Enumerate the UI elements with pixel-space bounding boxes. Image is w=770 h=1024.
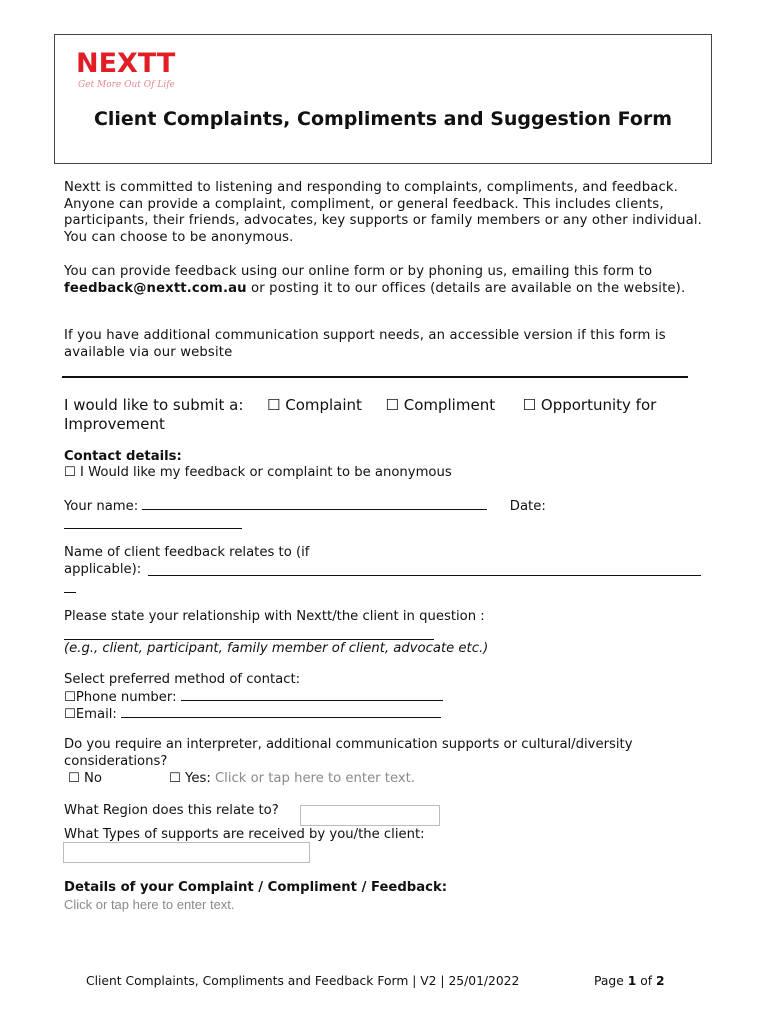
submit-label: I would like to submit a: [64,396,244,414]
email-label: Email: [75,707,117,722]
supports-select[interactable] [63,842,310,863]
interpreter-no-label: No [84,771,102,786]
logo-text: NEXTT [76,48,176,79]
details-field[interactable]: Click or tap here to enter text. [64,897,235,912]
details-heading: Details of your Complaint / Compliment / Feedback: [64,880,447,895]
intro-paragraph-2 [64,264,714,297]
region-label: What Region does this relate to? [64,803,279,818]
form-title: Client Complaints, Compliments and Suggestion Form [93,108,673,130]
date-field[interactable] [64,516,242,529]
page-total: 2 [655,974,665,988]
footer-page-number [594,974,665,988]
page-current: 1 [627,974,637,988]
your-name-row [64,497,714,514]
email-field[interactable] [121,705,441,718]
client-name-field[interactable] [148,563,701,576]
interpreter-yes-option [169,771,415,786]
preferred-contact-label: Select preferred method of contact: [64,672,301,687]
of-label: of [640,974,653,988]
intro-paragraph-1: Nextt is committed to listening and responding to complaints, compliments, and feedback. Anyone can provide a complaint, compliment, or general feedback. This includes clients, participants, their friends, advocates, key supports or family members or any other individual. You can choose to be anonymous. [64,180,703,245]
your-name-label: Your name: [64,499,139,514]
submit-type-row [64,396,714,434]
contact-heading: Contact details: [64,449,182,464]
anonymous-label: I Would like my feedback or complaint to be anonymous [80,465,452,480]
region-select[interactable] [300,805,440,826]
relationship-hint: (e.g., client, participant, family member of client, advocate etc.) [64,641,489,656]
relationship-field[interactable] [64,627,434,640]
compliment-checkbox[interactable]: ☐ [385,396,399,414]
interpreter-yes-field[interactable]: Click or tap here to enter text. [214,771,416,786]
date-label: Date: [509,499,546,514]
opportunity-label: Opportunity for Improvement [64,396,657,433]
interpreter-no-checkbox[interactable]: ☐ [68,771,80,786]
anonymous-checkbox[interactable]: ☐ [64,465,76,480]
interpreter-yes-checkbox[interactable]: ☐ [169,771,181,786]
interpreter-question: Do you require an interpreter, additional communication supports or cultural/diversity considerations? [64,737,633,769]
intro-paragraph-3: If you have additional communication support needs, an accessible version if this form is available via our website [64,328,666,360]
phone-label: Phone number: [75,690,177,705]
page-label: Page [594,974,624,988]
logo-tagline: Get More Out Of Life [78,80,175,90]
compliment-label: Compliment [403,396,496,414]
phone-field[interactable] [181,688,443,701]
nextt-logo [76,44,186,94]
email-row [64,705,441,722]
feedback-email-link[interactable]: feedback@nextt.com.au [64,280,247,296]
client-name-field-cont [64,580,76,593]
opportunity-checkbox[interactable]: ☐ [522,396,537,414]
supports-label: What Types of supports are received by you/the client: [64,827,425,842]
intro-p2-text: You can provide feedback using our online form or by phoning us, emailing this form to [64,264,653,279]
your-name-field[interactable] [142,497,487,510]
phone-checkbox[interactable]: ☐ [64,690,76,705]
anonymous-row [64,465,452,480]
phone-row [64,688,443,705]
complaint-label: Complaint [285,396,362,414]
interpreter-yes-label: Yes: [185,771,211,786]
client-name-label: Name of client feedback relates to (if applicable): [64,545,310,577]
intro-p2-text-after: or posting it to our offices (details are available on the website). [251,280,686,296]
interpreter-no-option [68,771,102,786]
complaint-checkbox[interactable]: ☐ [267,396,281,414]
footer-doc-info: Client Complaints, Compliments and Feedback Form | V2 | 25/01/2022 [86,974,520,988]
relationship-label: Please state your relationship with Nextt/the client in question : [64,609,485,624]
section-divider [62,376,688,378]
email-checkbox[interactable]: ☐ [64,707,76,722]
